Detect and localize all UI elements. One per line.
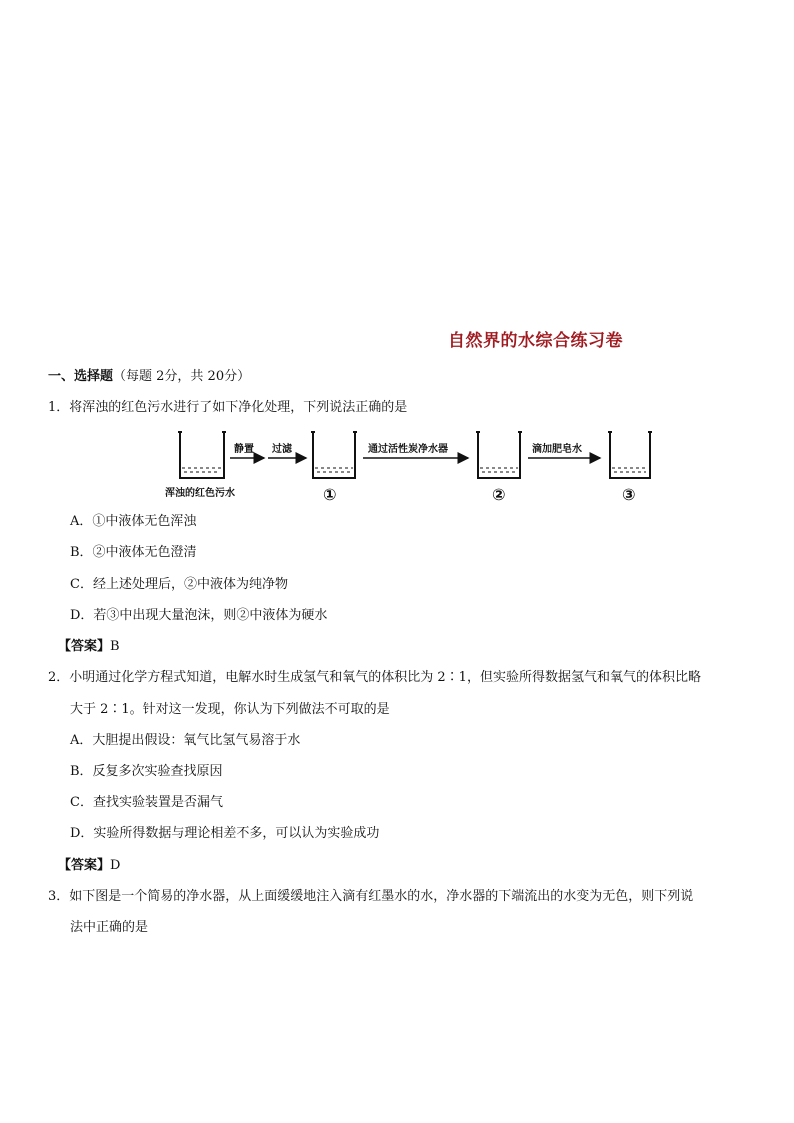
page-title: 自然界的水综合练习卷 bbox=[448, 331, 623, 351]
question-1-option-b: B．②中液体无色澄清 bbox=[70, 545, 197, 560]
diagram-marker-2: ② bbox=[492, 485, 506, 504]
question-2-option-d: D．实验所得数据与理论相差不多，可以认为实验成功 bbox=[70, 826, 380, 841]
diagram-step-4: 滴加肥皂水 bbox=[532, 444, 582, 455]
section-heading bbox=[48, 369, 250, 385]
question-2-stem-line-1: 2．小明通过化学方程式知道，电解水时生成氢气和氧气的体积比为 2∶1，但实验所得数据氢气和氧气的体积比略 bbox=[48, 670, 701, 685]
answer-value: B bbox=[110, 639, 120, 654]
question-2-option-b: B．反复多次实验查找原因 bbox=[70, 764, 223, 779]
answer-label: 【答案】 bbox=[58, 639, 111, 654]
diagram-marker-3: ③ bbox=[622, 485, 636, 504]
question-3-stem-line-1: 3．如下图是一个简易的净水器，从上面缓缓地注入滴有红墨水的水，净水器的下端流出的水变为无色，则下列说 bbox=[48, 889, 694, 904]
beaker-icon bbox=[178, 432, 226, 478]
diagram-step-1: 静置 bbox=[234, 444, 254, 455]
section-title: 一、选择题 bbox=[48, 369, 114, 384]
answer-label: 【答案】 bbox=[58, 858, 111, 873]
question-1-answer bbox=[58, 639, 120, 655]
question-2-option-a: A．大胆提出假设：氧气比氢气易溶于水 bbox=[70, 733, 301, 748]
diagram-step-2: 过滤 bbox=[272, 444, 292, 455]
answer-value: D bbox=[110, 858, 121, 873]
question-1-stem: 1．将浑浊的红色污水进行了如下净化处理，下列说法正确的是 bbox=[48, 400, 408, 415]
diagram-marker-1: ① bbox=[323, 485, 337, 504]
question-2-answer bbox=[58, 858, 120, 874]
beaker-icon bbox=[311, 432, 357, 478]
question-3-stem-line-2: 法中正确的是 bbox=[70, 920, 149, 935]
question-1-option-c: C．经上述处理后，②中液体为纯净物 bbox=[70, 577, 288, 592]
diagram-label-start: 浑浊的红色污水 bbox=[165, 488, 235, 499]
beaker-icon bbox=[476, 432, 522, 478]
question-1-option-d: D．若③中出现大量泡沫，则②中液体为硬水 bbox=[70, 608, 328, 623]
question-2-stem-line-2: 大于 2∶1。针对这一发现，你认为下列做法不可取的是 bbox=[70, 702, 390, 717]
purification-diagram bbox=[160, 428, 660, 508]
diagram-step-3: 通过活性炭净水器 bbox=[368, 444, 448, 455]
section-note: （每题 2分，共 20分） bbox=[113, 369, 251, 384]
beaker-icon bbox=[608, 432, 652, 478]
question-1-option-a: A．①中液体无色浑浊 bbox=[70, 514, 197, 529]
question-2-option-c: C．查找实验装置是否漏气 bbox=[70, 795, 223, 810]
